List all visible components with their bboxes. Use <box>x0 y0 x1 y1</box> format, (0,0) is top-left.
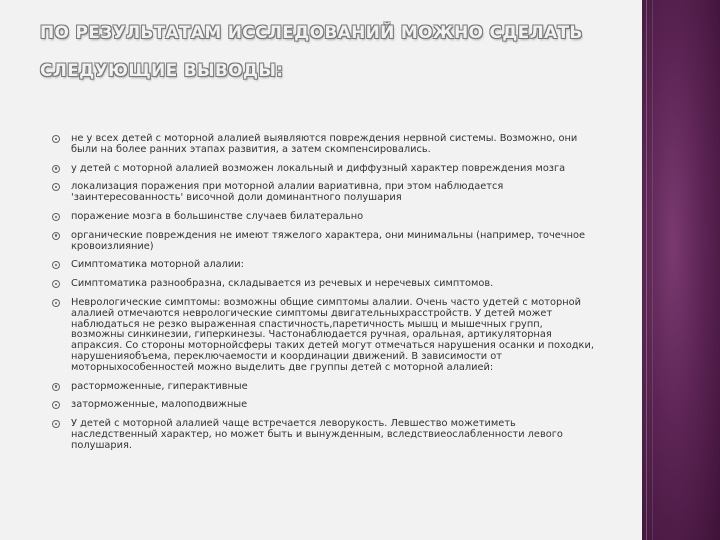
bullet-list <box>52 134 598 460</box>
slide-title-line-1: ПО РЕЗУЛЬТАТАМ ИССЛЕДОВАНИЙ МОЖНО СДЕЛАТЬ <box>40 23 583 43</box>
bullet-icon <box>52 420 60 428</box>
list-item <box>52 298 598 374</box>
bullet-text: заторможенные, малоподвижные <box>71 399 248 411</box>
bullet-text: органические повреждения не имеют тяжелого характера, они минимальны (например, точечное кровоизлияние) <box>71 229 585 252</box>
list-item <box>52 400 598 411</box>
bullet-icon <box>52 213 60 221</box>
list-item <box>52 182 598 204</box>
bullet-icon <box>52 261 60 269</box>
bullet-icon <box>52 280 60 288</box>
list-item <box>52 382 598 393</box>
bullet-icon <box>52 232 60 240</box>
bullet-text: Неврологические симптомы: возможны общие симптомы алалии. Очень часто удетей с моторной алалией отмечаются неврологические симптомы двигательныхрасстройств. У детей может наблюдаться не резко выраженная спастичность,паретичность мышц и мышечных групп, возможны синкинезии, гиперкинезы. Частонаблюдается ручная, оральная, артикуляторная апраксия. Со стороны моторнойсферы таких детей могут отмечаться нарушения осанки и походки, нарушенияобъема, переключаемости и координации движений. В зависимости от моторныхособенностей можно выделить две группы детей с моторной алалией: <box>71 296 594 373</box>
bullet-text: у детей с моторной алалией возможен локальный и диффузный характер повреждения мозга <box>71 162 566 174</box>
bullet-text: У детей с моторной алалией чаще встречается леворукость. Левшество можетиметь наследственный характер, но может быть и вынужденным, вследствиеослабленности левого полушария. <box>71 418 563 451</box>
list-item <box>52 164 598 175</box>
list-item <box>52 260 598 271</box>
bullet-icon <box>52 135 60 143</box>
bullet-text: локализация поражения при моторной алалии вариативна, при этом наблюдается 'заинтересованность' височной доли доминантного полушария <box>71 181 504 204</box>
list-item <box>52 419 598 451</box>
list-item <box>52 279 598 290</box>
bullet-icon <box>52 299 60 307</box>
bullet-icon <box>52 383 60 391</box>
bullet-icon <box>52 183 60 191</box>
bullet-text: Симптоматика моторной алалии: <box>71 259 244 271</box>
bullet-text: Симптоматика разнообразна, складывается из речевых и неречевых симптомов. <box>71 278 494 290</box>
bullet-text: не у всех детей с моторной алалией выявляются повреждения нервной системы. Возможно, они были на более ранних этапах развития, а затем скомпенсировались. <box>71 133 578 155</box>
decorative-side-bar <box>642 0 720 540</box>
list-item <box>52 212 598 223</box>
bullet-text: расторможенные, гиперактивные <box>71 380 248 392</box>
list-item <box>52 134 598 156</box>
bullet-icon <box>52 401 60 409</box>
list-item <box>52 231 598 253</box>
slide-title <box>40 14 600 90</box>
bullet-text: поражение мозга в большинстве случаев билатерально <box>71 210 364 222</box>
slide-title-line-2: СЛЕДУЮЩИЕ ВЫВОДЫ: <box>40 61 284 81</box>
bullet-icon <box>52 165 60 173</box>
